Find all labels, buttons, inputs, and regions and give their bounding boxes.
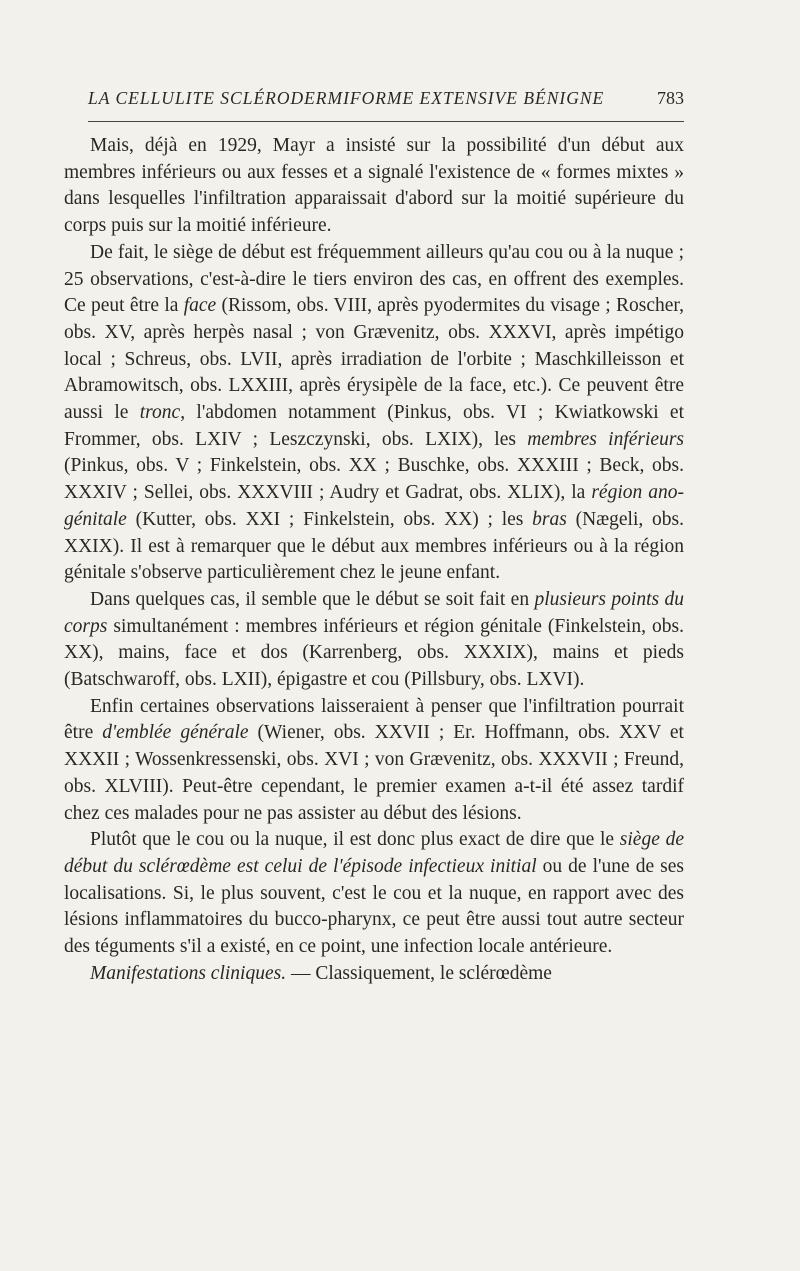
- text-run: (Pinkus, obs. V ; Finkelstein, obs. XX ; Buschke, obs. XXXIII ; Beck, obs. XXXIV ; Sellei, obs. XXXVIII ; Audry et Gadrat, obs. XLIX), la: [64, 455, 684, 504]
- paragraph: [64, 694, 684, 828]
- paragraph: [64, 240, 684, 587]
- text-run: (Wiener, obs. XXVII ; Er. Hoffmann, obs. XXV et XXXII ; Wossenkressenski, obs. XVI ; von Grævenitz, obs. XXXVII ; Freund, obs. XLVIII). Peut-être cependant, le premier examen a-t-il été assez tardif chez ces malades pour ne pas assister au début des lésions.: [64, 722, 684, 824]
- italic-run: plusieurs points du corps: [64, 588, 684, 637]
- paragraph: [64, 827, 684, 961]
- text-run: Mais, déjà en 1929, Mayr a insisté sur la possibilité d'un début aux membres inférieurs ou aux fesses et a signalé l'existence de « formes mixtes » dans lesquelles l'infiltration apparaissait d'abord sur la moitié supérieure du corps puis sur la moitié inférieure.: [64, 135, 684, 237]
- italic-run: région ano-génitale: [64, 482, 685, 530]
- italic-run: face: [183, 295, 217, 317]
- text-run: , l'abdomen notamment (Pinkus, obs. VI ; Kwiatkowski et Frommer, obs. LXIV ; Leszczynski, obs. LXIX), les: [64, 402, 685, 450]
- italic-run: membres inférieurs: [527, 428, 684, 450]
- italic-run: bras: [532, 508, 567, 530]
- text-run: — Classiquement, le sclérœdème: [286, 962, 552, 984]
- running-title: LA CELLULITE SCLÉRODERMIFORME EXTENSIVE BÉNIGNE: [88, 88, 605, 108]
- paragraph: [64, 961, 684, 988]
- text-run: (Nægeli, obs. XXIX). Il est à remarquer que le début aux membres inférieurs ou à la région génitale s'observe particulièrement chez le jeune enfant.: [64, 508, 684, 584]
- italic-run: Manifestations cliniques.: [90, 962, 287, 984]
- page-number: 783: [657, 88, 684, 108]
- text-run: (Kutter, obs. XXI ; Finkelstein, obs. XX) ; les: [126, 508, 533, 530]
- text-run: (Rissom, obs. VIII, après pyodermites du visage ; Roscher, obs. XV, après herpès nasal ; von Grævenitz, obs. XXXVI, après impétigo local ; Schreus, obs. LVII, après irradiation de l'orbite ; Maschkilleisson et Abramowitsch, obs. LXXIII, après érysipèle de la face, etc.). Ce peuvent être aussi le: [64, 295, 685, 424]
- text-run: ou de l'une de ses localisations. Si, le plus souvent, c'est le cou et la nuque, en rapport avec des lésions inflammatoires du bucco-pharynx, ce peut être aussi tout autre secteur des téguments s'il a existé, en ce point, une infection locale antérieure.: [64, 855, 685, 958]
- running-header: [88, 88, 684, 109]
- text-run: Plutôt que le cou ou la nuque, il est donc plus exact de dire que le: [90, 829, 620, 851]
- text-run: simultanément : membres inférieurs et région génitale (Finkelstein, obs. XX), mains, face et dos (Karrenberg, obs. XXXIX), mains et pieds (Batschwaroff, obs. LXII), épigastre et cou (Pillsbury, obs. LXVI).: [64, 615, 684, 691]
- text-run: Enfin certaines observations laisseraient à penser que l'infiltration pourrait être: [64, 695, 684, 744]
- italic-run: siège de début du sclérœdème est celui de l'épisode infectieux initial: [64, 829, 684, 877]
- body-text: [64, 133, 684, 988]
- text-run: De fait, le siège de début est fréquemment ailleurs qu'au cou ou à la nuque ; 25 observations, c'est-à-dire le tiers environ des cas, en offrent des exemples. Ce peut être la: [64, 241, 684, 317]
- paragraph: [64, 133, 684, 240]
- header-rule: [88, 121, 684, 122]
- paragraph: [64, 587, 684, 694]
- text-run: Dans quelques cas, il semble que le début se soit fait en: [90, 588, 535, 610]
- italic-run: tronc: [139, 402, 181, 424]
- italic-run: d'emblée générale: [102, 722, 249, 744]
